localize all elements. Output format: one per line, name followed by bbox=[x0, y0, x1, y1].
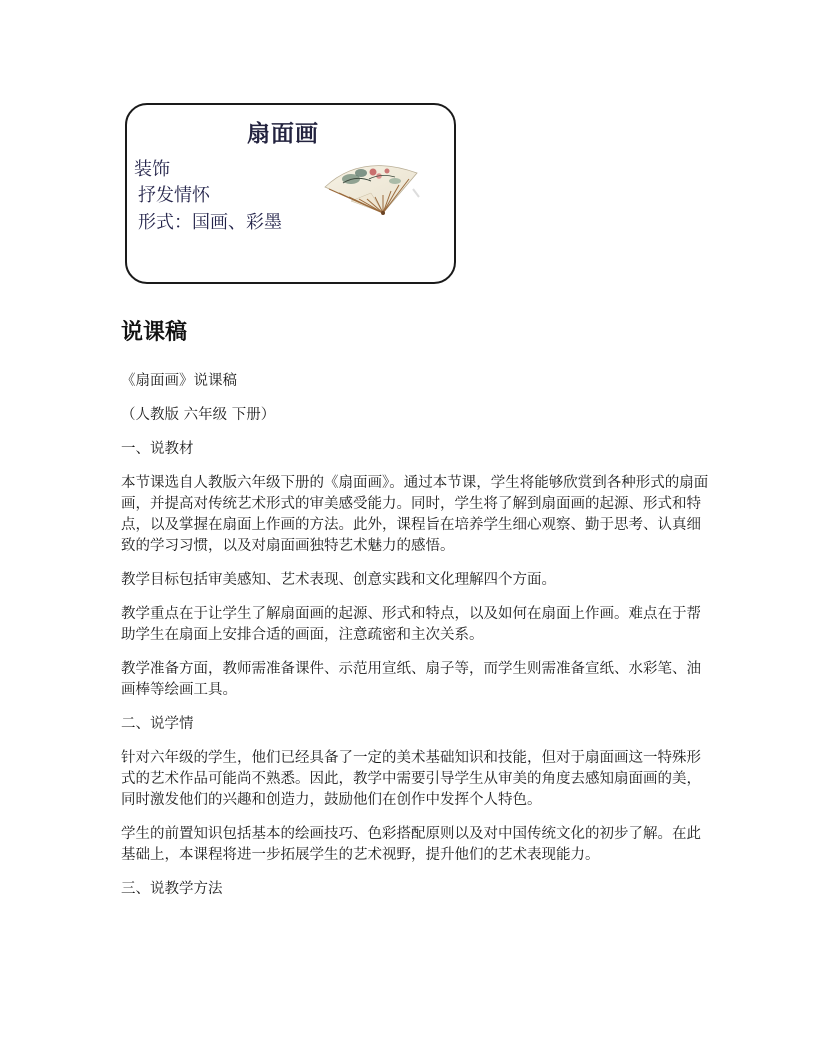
card-line-form: 形式：国画、彩墨 bbox=[138, 212, 282, 233]
paragraph-key-points: 教学重点在于让学生了解扇面画的起源、形式和特点，以及如何在扇面上作画。难点在于帮助学生在扇面上安排合适的画面，注意疏密和主次关系。 bbox=[121, 606, 701, 643]
title-card bbox=[125, 103, 456, 284]
section-heading-students: 二、说学情 bbox=[121, 716, 194, 732]
section-heading-textbook: 一、说教材 bbox=[121, 441, 194, 457]
document-body bbox=[121, 371, 711, 913]
doc-title: 《扇面画》说课稿 bbox=[121, 373, 237, 389]
card-title: 扇面画 bbox=[247, 121, 319, 147]
card-line-emotion: 抒发情怀 bbox=[138, 185, 210, 206]
paragraph-textbook-intro: 本节课选自人教版六年级下册的《扇面画》。通过本节课，学生将能够欣赏到各种形式的扇面画，并提高对传统艺术形式的审美感受能力。同时，学生将了解到扇面画的起源、形式和特点，以及掌握在扇面上作画的方法。此外，课程旨在培养学生细心观察、勤于思考、认真细致的学习习惯，以及对扇面画独特艺术魅力的感悟。 bbox=[121, 475, 709, 554]
paragraph-prior-knowledge: 学生的前置知识包括基本的绘画技巧、色彩搭配原则以及对中国传统文化的初步了解。在此基础上，本课程将进一步拓展学生的艺术视野，提升他们的艺术表现能力。 bbox=[121, 826, 701, 863]
paragraph-goals: 教学目标包括审美感知、艺术表现、创意实践和文化理解四个方面。 bbox=[121, 572, 556, 588]
section-heading-methods: 三、说教学方法 bbox=[121, 881, 223, 897]
doc-edition: （人教版 六年级 下册） bbox=[121, 407, 276, 423]
paragraph-students: 针对六年级的学生，他们已经具备了一定的美术基础知识和技能，但对于扇面画这一特殊形式的艺术作品可能尚不熟悉。因此，教学中需要引导学生从审美的角度去感知扇面画的美，同时激发他们的兴趣和创造力，鼓励他们在创作中发挥个人特色。 bbox=[121, 750, 701, 808]
page-heading: 说课稿 bbox=[121, 320, 188, 345]
card-line-decoration: 装饰 bbox=[134, 159, 170, 180]
paragraph-preparation: 教学准备方面，教师需准备课件、示范用宣纸、扇子等，而学生则需准备宣纸、水彩笔、油画棒等绘画工具。 bbox=[121, 661, 701, 698]
folding-fan-painting-icon bbox=[321, 159, 421, 223]
